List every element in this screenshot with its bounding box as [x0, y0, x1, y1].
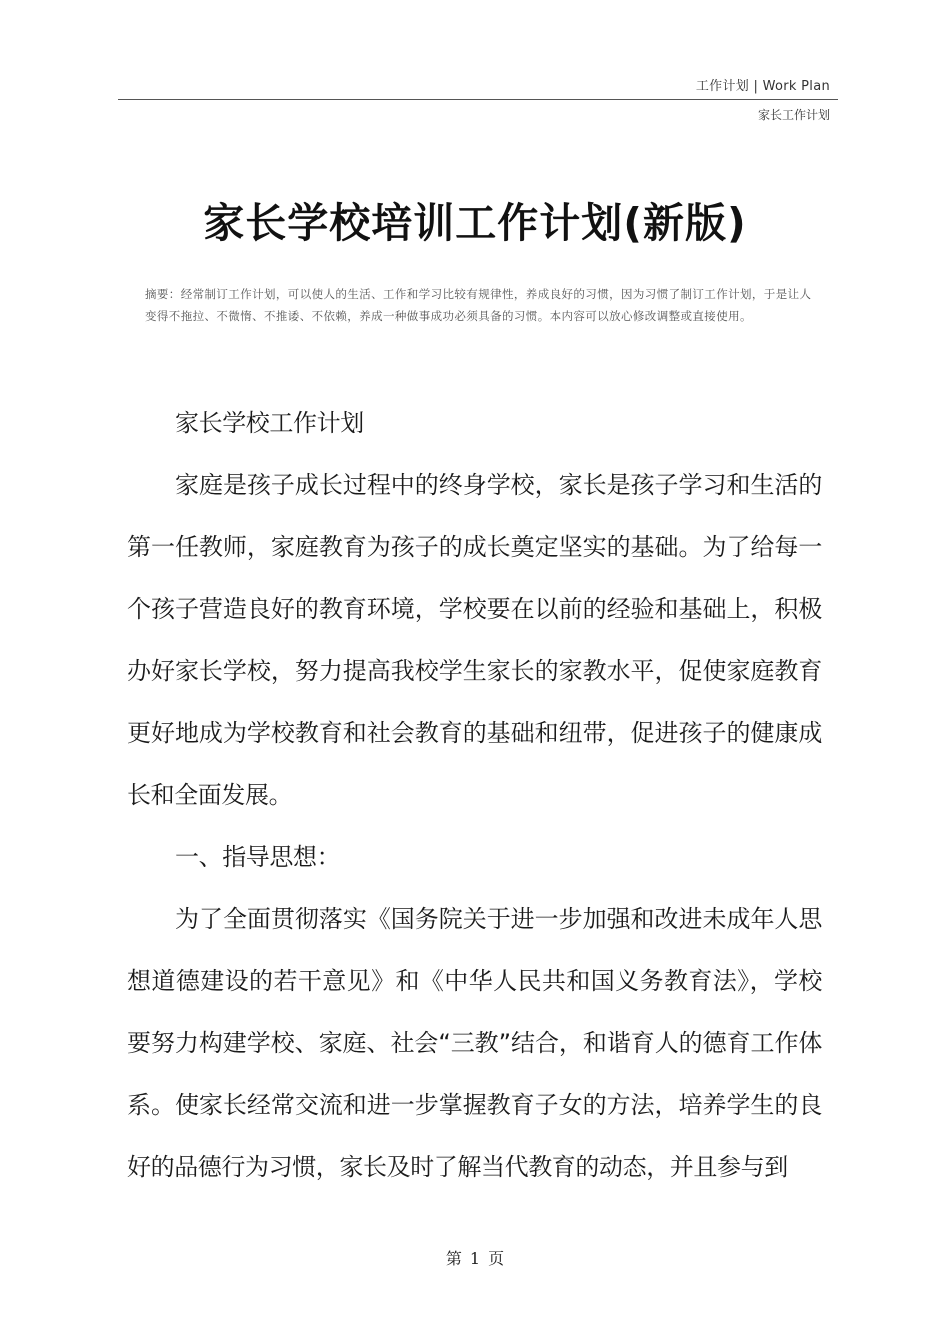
- document-title: 家长学校培训工作计划(新版): [203, 199, 747, 247]
- page-number: 1: [469, 1249, 481, 1268]
- header-divider: [118, 99, 838, 100]
- paragraph: 为了全面贯彻落实《国务院关于进一步加强和改进未成年人思想道德建设的若干意见》和《中华人民共和国义务教育法》，学校要努力构建学校、家庭、社会“三教”结合，和谐育人的德育工作体系。使家长经常交流和进一步掌握教育子女的方法，培养学生的良好的品德行为习惯，家长及时了解当代教育的动态，并且参与到: [127, 905, 822, 1181]
- document-body: [127, 392, 822, 1198]
- paragraph: 家庭是孩子成长过程中的终身学校，家长是孩子学习和生活的第一任教师，家庭教育为孩子的成长奠定坚实的基础。为了给每一个孩子营造良好的教育环境，学校要在以前的经验和基础上，积极办好家长学校，努力提高我校学生家长的家教水平，促使家庭教育更好地成为学校教育和社会教育的基础和纽带，促进孩子的健康成长和全面发展。: [127, 471, 822, 809]
- abstract: 摘要：经常制订工作计划，可以使人的生活、工作和学习比较有规律性，养成良好的习惯，因为习惯了制订工作计划，于是让人变得不拖拉、不微惰、不推诿、不依赖，养成一种做事成功必须具备的习惯。本内容可以放心修改调整或直接使用。: [145, 287, 812, 323]
- section-heading: 家长学校工作计划: [175, 409, 364, 437]
- footer-suffix: 页: [488, 1249, 505, 1268]
- section-heading: 一、指导思想：: [175, 843, 341, 871]
- page-footer: [0, 1246, 950, 1269]
- header-sublabel: 家长工作计划: [757, 108, 830, 122]
- header-label: 工作计划 | Work Plan: [695, 79, 830, 94]
- footer-prefix: 第: [445, 1249, 462, 1268]
